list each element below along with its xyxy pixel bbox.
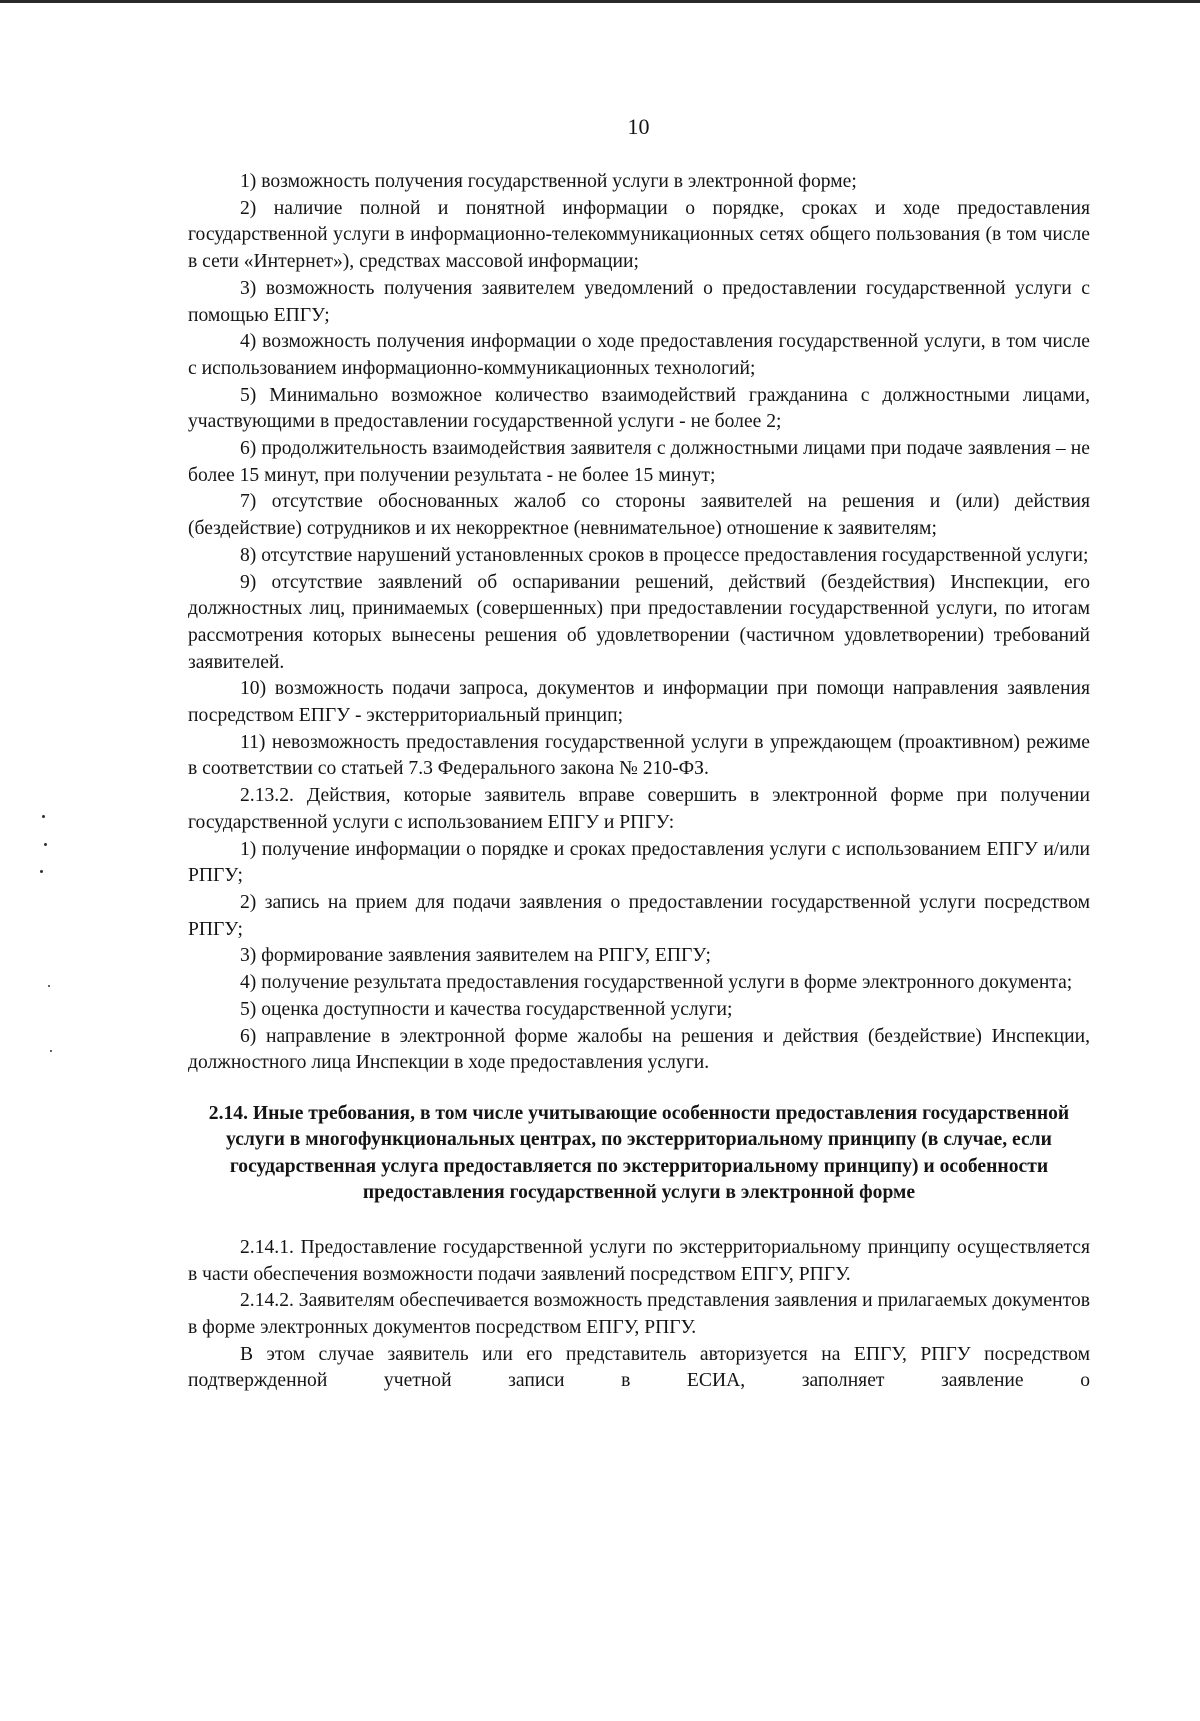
paragraph: 5) Минимально возможное количество взаимодействий гражданина с должностными лицами, участвующими в предоставлении государственной услуги - не более 2; <box>188 384 1090 433</box>
paragraph: 2.13.2. Действия, которые заявитель вправе совершить в электронной форме при получении государственной услуги с использованием ЕПГУ и РПГУ: <box>188 785 1090 833</box>
page-number: 10 <box>627 114 650 139</box>
paragraph: 4) возможность получения информации о ходе предоставления государственной услуги, в том числе с использованием информационно-коммуникационных технологий; <box>188 331 1090 379</box>
document-body <box>188 169 1090 1395</box>
paragraph: 2.14.1. Предоставление государственной услуги по экстерриториальному принципу осуществляется в части обеспечения возможности подачи заявлений посредством ЕПГУ, РПГУ. <box>188 1236 1090 1285</box>
paragraph: 2.14.2. Заявителям обеспечивается возможность представления заявления и прилагаемых документов в форме электронных документов посредством ЕПГУ, РПГУ. <box>188 1290 1090 1339</box>
paragraph: 10) возможность подачи запроса, документов и информации при помощи направления заявления посредством ЕПГУ - экстерриториальный принцип; <box>188 678 1090 727</box>
section-heading: 2.14. Иные требования, в том числе учитывающие особенности предоставления государственной услуги в многофункциональных центрах, по экстерриториальному принципу (в случае, если государственная услуга предоставляется по экстерриториальному принципу) и особенности предоставления государственной услуги в электронной форме <box>208 1102 1070 1204</box>
paragraph: 3) возможность получения заявителем уведомлений о предоставлении государственной услуги с помощью ЕПГУ; <box>188 277 1090 326</box>
paragraph: 2) наличие полной и понятной информации о порядке, сроках и ходе предоставления государственной услуги в информационно-телекоммуникационных сетях общего пользования (в том числе в сети «Интернет»), средствах массовой информации; <box>188 197 1090 273</box>
paragraph: 4) получение результата предоставления государственной услуги в форме электронного документа; <box>240 972 1073 994</box>
paragraph: 1) получение информации о порядке и сроках предоставления услуги с использованием ЕПГУ и/или РПГУ; <box>188 838 1090 887</box>
paragraph: 6) направление в электронной форме жалобы на решения и действия (бездействие) Инспекции, должностного лица Инспекции в ходе предоставления услуги. <box>188 1025 1090 1074</box>
paragraph: 6) продолжительность взаимодействия заявителя с должностными лицами при подаче заявления – не более 15 минут, при получении результата - не более 15 минут; <box>188 438 1090 486</box>
paragraph: 5) оценка доступности и качества государственной услуги; <box>240 998 733 1020</box>
paragraph: В этом случае заявитель или его представитель авторизуется на ЕПГУ, РПГУ посредством подтвержденной учетной записи в ЕСИА, заполняет заявление о <box>188 1343 1090 1392</box>
paragraph: 9) отсутствие заявлений об оспаривании решений, действий (бездействия) Инспекции, его должностных лиц, принимаемых (совершенных) при предоставлении государственной услуги, по итогам рассмотрения которых вынесены решения об удовлетворении (частичном удовлетворении) требований заявителей. <box>188 571 1090 673</box>
paragraph: 3) формирование заявления заявителем на РПГУ, ЕПГУ; <box>240 945 711 967</box>
paragraph: 11) невозможность предоставления государственной услуги в упреждающем (проактивном) режиме в соответствии со статьей 7.3 Федерального закона № 210-ФЗ. <box>188 731 1090 780</box>
paragraph: 2) запись на прием для подачи заявления о предоставлении государственной услуги посредством РПГУ; <box>188 891 1090 940</box>
paragraph: 7) отсутствие обоснованных жалоб со стороны заявителей на решения и (или) действия (бездействие) сотрудников и их некорректное (невнимательное) отношение к заявителям; <box>188 491 1090 540</box>
paragraph: 1) возможность получения государственной услуги в электронной форме; <box>240 171 857 192</box>
paragraph: 8) отсутствие нарушений установленных сроков в процессе предоставления государственной услуги; <box>240 544 1089 566</box>
